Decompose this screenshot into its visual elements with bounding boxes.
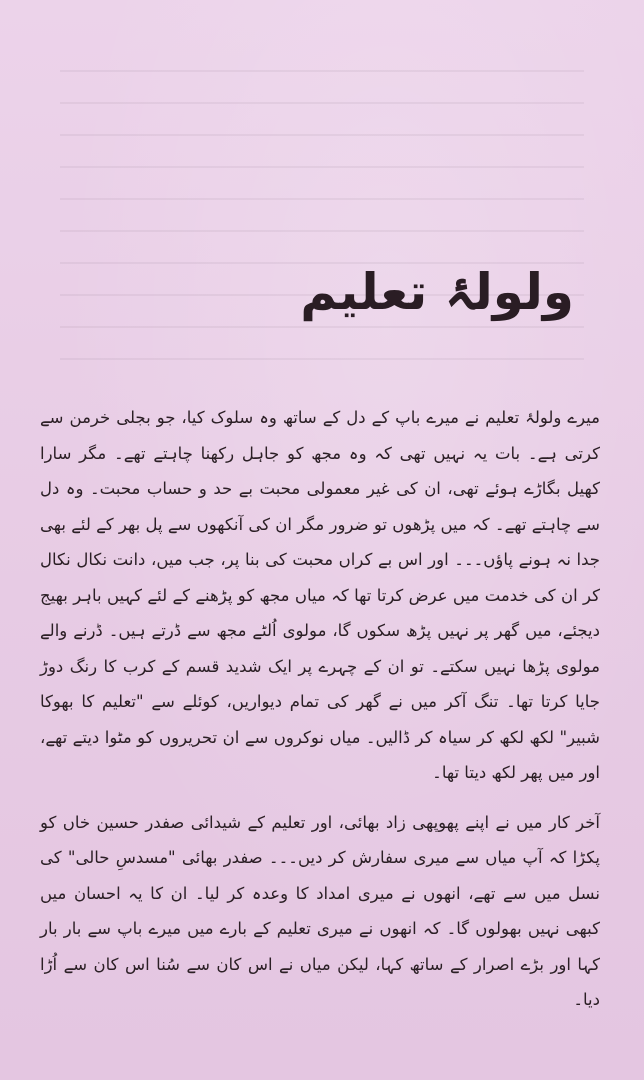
show-through-text xyxy=(60,70,584,370)
chapter-title: ولولۂ تعلیم xyxy=(300,263,574,321)
chapter-body xyxy=(40,400,600,1032)
paragraph-1: میرے ولولۂ تعلیم نے میرے باپ کے دل کے ساتھ وہ سلوک کیا، جو بجلی خرمن سے کرتی ہے۔ بات یہ نہیں تھی کہ وہ مجھ کو جاہل رکھنا چاہتے تھے۔ مگر سارا کھیل بگاڑے ہوئے تھی، ان کی غیر معمولی محبت بے حد و حساب محبت۔ وہ دل سے چاہتے تھے۔ کہ میں پڑھوں تو ضرور مگر ان کی آنکھوں سے پل بھر کے لئے بھی جدا نہ ہونے پاؤں۔۔۔ اور اس بے کراں محبت کی بنا پر، جب میں، دانت نکال نکال کر ان کی خدمت میں عرض کرتا تھا کہ میاں مجھ کو پڑھنے کے لئے کہیں باہر بھیج دیجئے، میں گھر پر نہیں پڑھ سکوں گا، مولوی اُلٹے مجھ سے ڈرتے ہیں۔ ڈرنے والے مولوی پڑھا نہیں سکتے۔ تو ان کے چہرے پر ایک شدید قسم کے کرب کا رنگ دوڑ جایا کرتا تھا۔ تنگ آکر میں نے گھر کی تمام دیواریں، کوئلے سے "تعلیم کا بھوکا شبیر" لکھ لکھ کر سیاہ کر ڈالیں۔ میاں نوکروں سے ان تحریروں کو مٹوا دیتے تھے، اور میں پھر لکھ دیتا تھا۔ xyxy=(40,408,600,782)
paragraph-2: آخر کار میں نے اپنے پھوپھی زاد بھائی، اور تعلیم کے شیدائی صفدر حسین خاں کو پکڑا کہ آپ میاں سے میری سفارش کر دیں۔۔۔ صفدر بھائی "مسدسِ حالی" کی نسل میں سے تھے، انھوں نے میری امداد کا وعدہ کر لیا۔ ان کا یہ احسان میں کبھی نہیں بھولوں گا۔ کہ انھوں نے میری تعلیم کے بارے میں میرے باپ سے بار بار کہا اور بڑے اصرار کے ساتھ کہا، لیکن میاں نے اس کان سے سُنا اس کان سے اُڑا دیا۔ xyxy=(40,812,600,1009)
